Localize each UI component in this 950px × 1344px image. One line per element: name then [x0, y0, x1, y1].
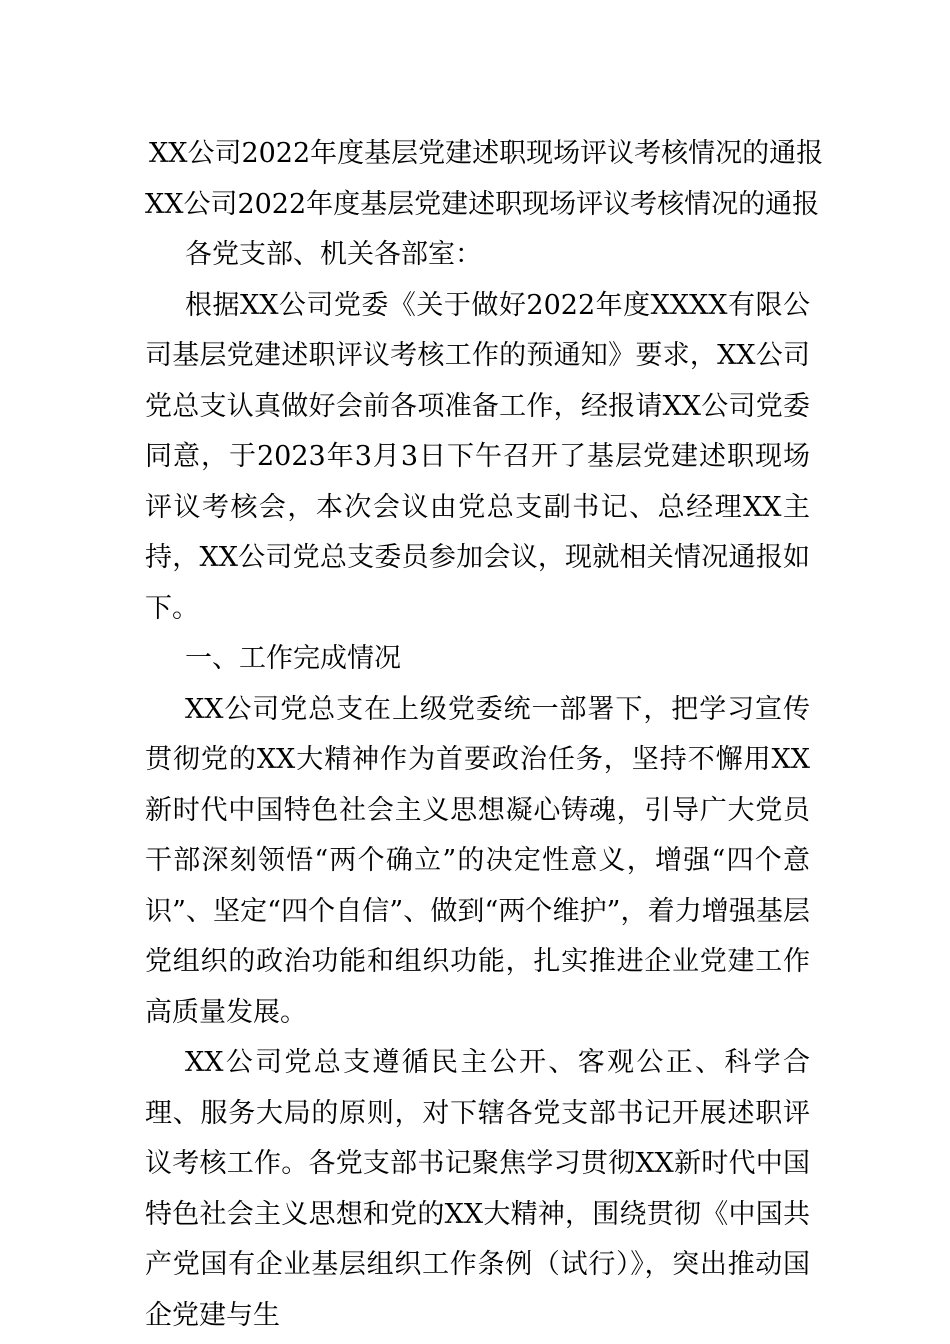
document-title-line-2: XX公司2022年度基层党建述职现场评议考核情况的通报 — [145, 188, 820, 220]
document-title-line-1: XX公司2022年度基层党建述职现场评议考核情况的通报 — [149, 138, 824, 169]
paragraph-intro: 根据XX公司党委《关于做好2022年度XXXX有限公司基层党建述职评议考核工作的预通知》要求，XX公司党总支认真做好会前各项准备工作，经报请XX公司党委同意，于2023年3月3日下午召开了基层党建述职现场评议考核会，本次会议由党总支副书记、总经理XX主持，XX公司党总支委员参加会议，现就相关情况通报如下。 — [145, 289, 810, 624]
salutation: 各党支部、机关各部室： — [185, 239, 482, 270]
paragraph-work-overview: XX公司党总支在上级党委统一部署下，把学习宣传贯彻党的XX大精神作为首要政治任务，坚持不懈用XX新时代中国特色社会主义思想凝心铸魂，引导广大党员干部深刻领悟“两个确立”的决定性意义，增强“四个意识”、坚定“四个自信”、做到“两个维护”，着力增强基层党组织的政治功能和组织功能，扎实推进企业党建工作高质量发展。 — [145, 693, 810, 1028]
paragraph-evaluation-principles: XX公司党总支遵循民主公开、客观公正、科学合理、服务大局的原则，对下辖各党支部书记开展述职评议考核工作。各党支部书记聚焦学习贯彻XX新时代中国特色社会主义思想和党的XX大精神，围绕贯彻《中国共产党国有企业基层组织工作条例（试行）》，突出推动国企党建与生 — [145, 1047, 810, 1331]
section-heading-work-completion: 一、工作完成情况 — [185, 643, 401, 674]
document-body — [145, 129, 824, 1341]
